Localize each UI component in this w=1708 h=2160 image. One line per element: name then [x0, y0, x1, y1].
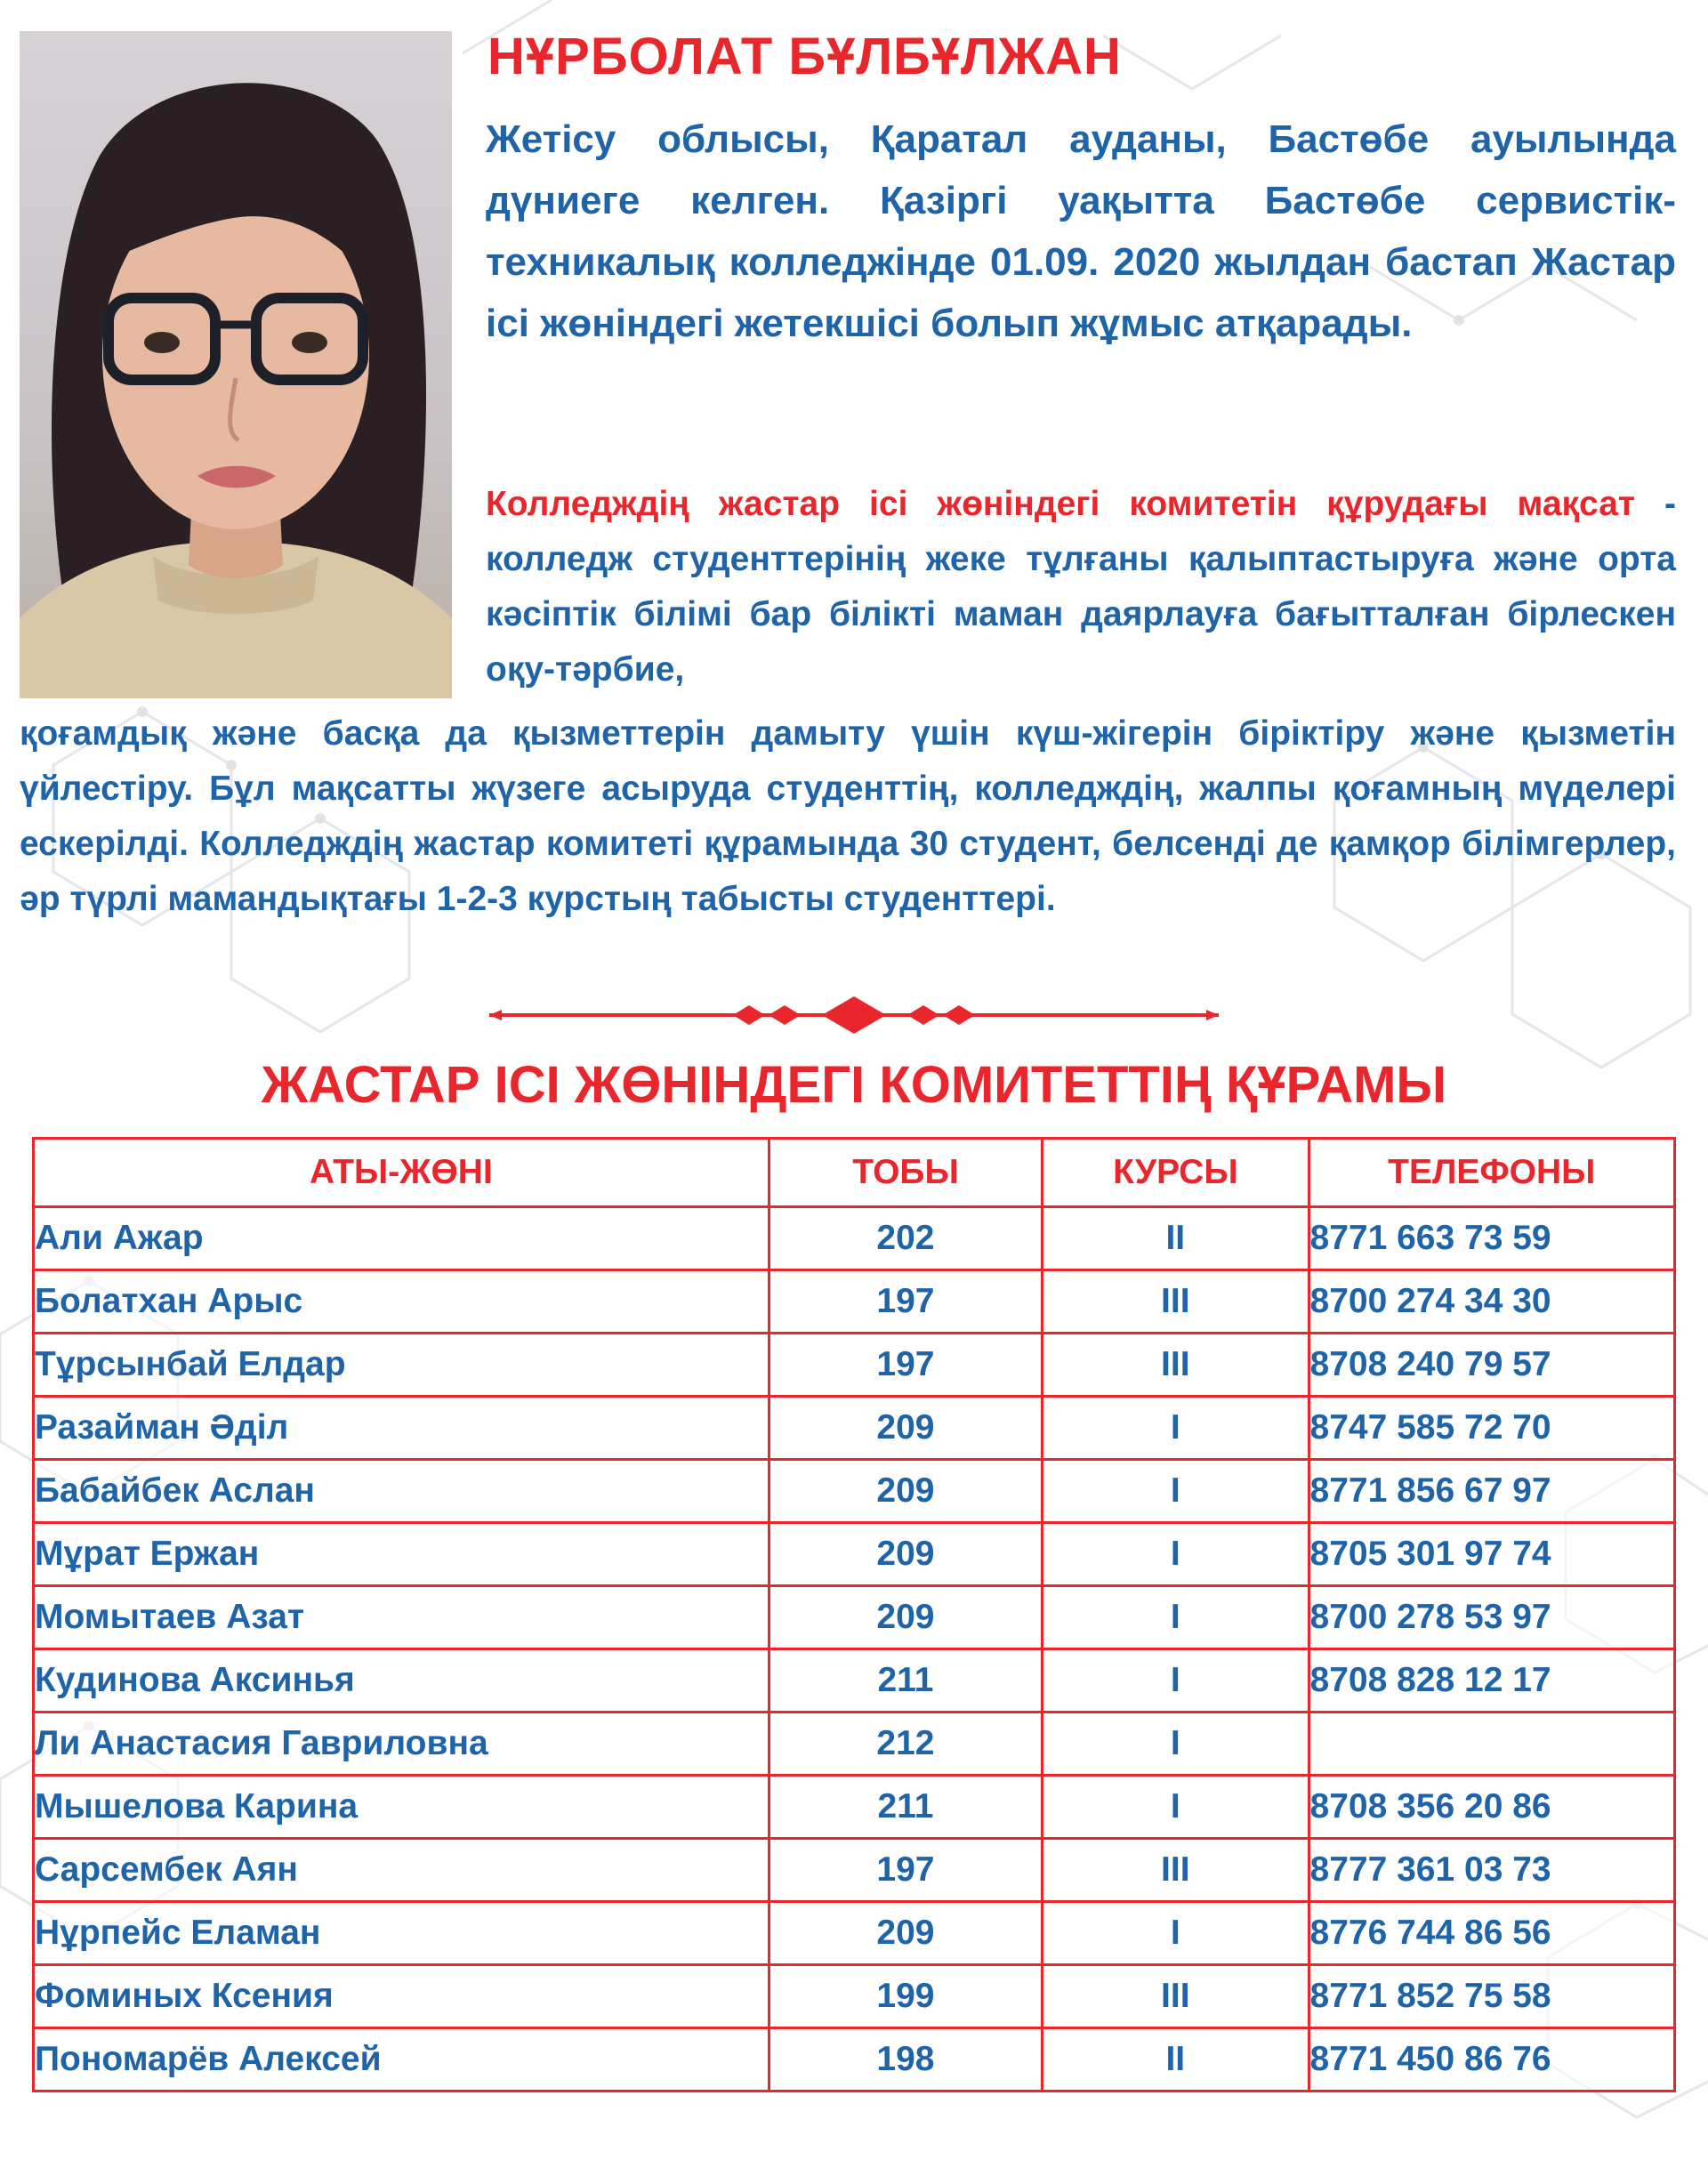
committee-members-table — [32, 1137, 1676, 2092]
member-course: III — [1043, 1334, 1309, 1397]
member-course: II — [1043, 2028, 1309, 2091]
member-name: Кудинова Аксинья — [34, 1649, 769, 1713]
purpose-text-top: - колледж студенттерінің жеке тұлғаны қалыптастыруға және орта кәсіптік білімі бар білікті маман даярлауға бағытталған бірлескен оқу-тәрбие, — [486, 485, 1677, 689]
member-name: Тұрсынбай Елдар — [34, 1334, 769, 1397]
committee-purpose-top — [486, 477, 1676, 697]
member-course: I — [1043, 1460, 1309, 1523]
table-row — [34, 1270, 1675, 1334]
table-row — [34, 1523, 1675, 1586]
member-name: Нұрпейс Еламан — [34, 1902, 769, 1965]
member-group: 197 — [769, 1334, 1042, 1397]
member-course: I — [1043, 1776, 1309, 1839]
member-name: Фоминых Ксения — [34, 1965, 769, 2028]
table-row — [34, 1586, 1675, 1649]
member-name: Момытаев Азат — [34, 1586, 769, 1649]
table-row — [34, 1649, 1675, 1713]
table-row — [34, 1460, 1675, 1523]
member-name: Мұрат Ержан — [34, 1523, 769, 1586]
member-group: 209 — [769, 1523, 1042, 1586]
member-group: 209 — [769, 1397, 1042, 1460]
table-row — [34, 1839, 1675, 1902]
member-phone: 8708 356 20 86 — [1309, 1776, 1675, 1839]
committee-table-title: ЖАСТАР ІСІ ЖӨНІНДЕГІ КОМИТЕТТІҢ ҚҰРАМЫ — [261, 1056, 1447, 1114]
member-course: III — [1043, 1839, 1309, 1902]
member-phone: 8771 450 86 76 — [1309, 2028, 1675, 2091]
member-phone: 8776 744 86 56 — [1309, 1902, 1675, 1965]
member-course: I — [1043, 1586, 1309, 1649]
purpose-highlight: Колледждің жастар ісі жөніндегі комитетін құрудағы мақсат — [486, 485, 1636, 523]
table-row — [34, 1776, 1675, 1839]
header-name: АТЫ-ЖӨНІ — [34, 1139, 769, 1207]
member-group: 197 — [769, 1839, 1042, 1902]
member-course: I — [1043, 1902, 1309, 1965]
table-row — [34, 2028, 1675, 2091]
member-group: 199 — [769, 1965, 1042, 2028]
decorative-divider — [489, 995, 1219, 1036]
member-course: I — [1043, 1397, 1309, 1460]
member-group: 197 — [769, 1270, 1042, 1334]
member-group: 211 — [769, 1649, 1042, 1713]
member-group: 198 — [769, 2028, 1042, 2091]
member-name: Ли Анастасия Гавриловна — [34, 1713, 769, 1776]
member-phone: 8747 585 72 70 — [1309, 1397, 1675, 1460]
table-row — [34, 1902, 1675, 1965]
member-course: I — [1043, 1523, 1309, 1586]
member-name: Мышелова Карина — [34, 1776, 769, 1839]
table-row — [34, 1207, 1675, 1270]
person-bio: Жетісу облысы, Қаратал ауданы, Бастөбе ауылында дүниеге келген. Қазіргі уақытта Бастөбе сервистік-техникалық колледжінде 01.09. 2020 жылдан бастап Жастар ісі жөніндегі жетекшісі болып жұмыс атқарады. — [486, 117, 1676, 345]
member-group: 209 — [769, 1460, 1042, 1523]
member-phone: 8771 663 73 59 — [1309, 1207, 1675, 1270]
person-name-title: НҰРБОЛАТ БҰЛБҰЛЖАН — [487, 28, 1122, 85]
member-phone: 8708 828 12 17 — [1309, 1649, 1675, 1713]
member-group: 202 — [769, 1207, 1042, 1270]
member-phone — [1309, 1713, 1675, 1776]
member-course: III — [1043, 1270, 1309, 1334]
member-group: 209 — [769, 1902, 1042, 1965]
member-group: 211 — [769, 1776, 1042, 1839]
table-row — [34, 1334, 1675, 1397]
table-row — [34, 1965, 1675, 2028]
member-name: Разайман Әділ — [34, 1397, 769, 1460]
member-phone: 8771 856 67 97 — [1309, 1460, 1675, 1523]
header-phone: ТЕЛЕФОНЫ — [1309, 1139, 1675, 1207]
member-phone: 8708 240 79 57 — [1309, 1334, 1675, 1397]
table-row — [34, 1397, 1675, 1460]
header-group: ТОБЫ — [769, 1139, 1042, 1207]
member-phone: 8700 278 53 97 — [1309, 1586, 1675, 1649]
member-phone: 8700 274 34 30 — [1309, 1270, 1675, 1334]
member-name: Болатхан Арыс — [34, 1270, 769, 1334]
member-phone: 8777 361 03 73 — [1309, 1839, 1675, 1902]
member-name: Пономарёв Алексей — [34, 2028, 769, 2091]
member-course: I — [1043, 1649, 1309, 1713]
member-name: Бабайбек Аслан — [34, 1460, 769, 1523]
member-course: III — [1043, 1965, 1309, 2028]
table-row — [34, 1713, 1675, 1776]
member-group: 209 — [769, 1586, 1042, 1649]
header-course: КУРСЫ — [1043, 1139, 1309, 1207]
member-name: Сарсембек Аян — [34, 1839, 769, 1902]
member-group: 212 — [769, 1713, 1042, 1776]
member-course: I — [1043, 1713, 1309, 1776]
portrait-photo — [20, 31, 452, 698]
member-course: II — [1043, 1207, 1309, 1270]
member-name: Али Ажар — [34, 1207, 769, 1270]
table-header-row — [34, 1139, 1675, 1207]
member-phone: 8705 301 97 74 — [1309, 1523, 1675, 1586]
member-phone: 8771 852 75 58 — [1309, 1965, 1675, 2028]
committee-purpose-bottom: қоғамдық және басқа да қызметтерін дамыту үшін күш-жігерін біріктіру және қызметін үйлестіру. Бұл мақсатты жүзеге асыруда студенттің, колледждің, жалпы қоғамның мүделері ескерілді. Колледждің жастар комитеті құрамында 30 студент, белсенді де қамқор білімгерлер, әр түрлі мамандықтағы 1-2-3 курстың табысты студенттері. — [20, 714, 1676, 918]
